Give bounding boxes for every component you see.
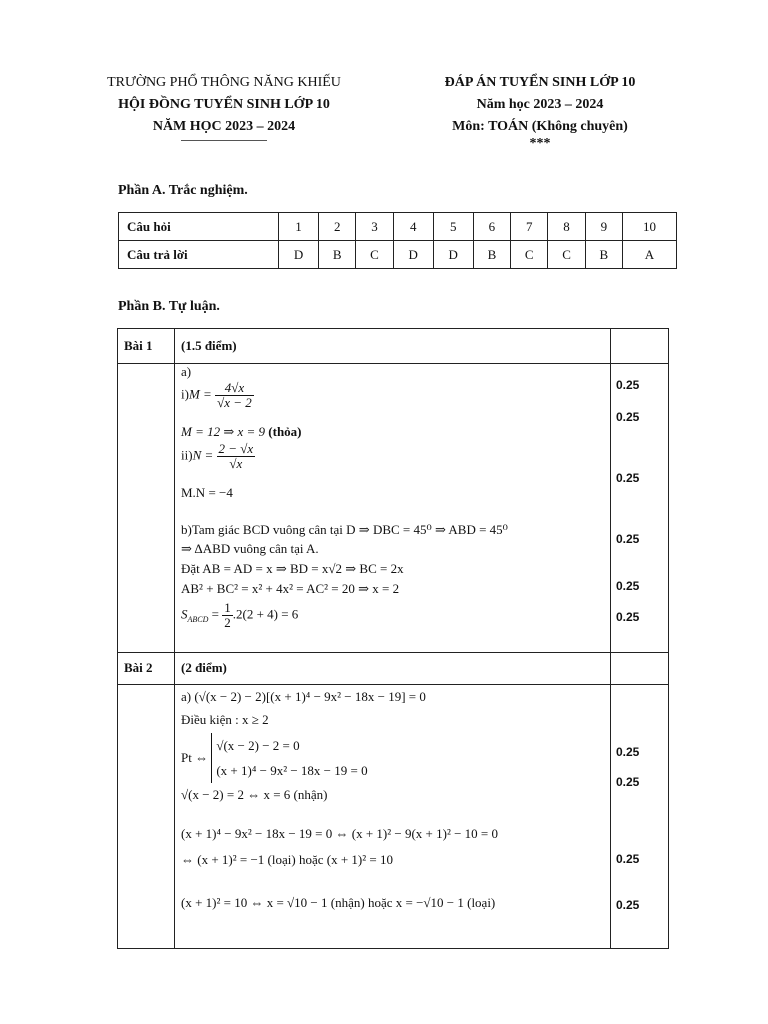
- part-b-title: Phần B. Tự luận.: [118, 299, 220, 314]
- question-cell: 1: [279, 213, 319, 241]
- question-cell: 8: [548, 213, 585, 241]
- bai2-equation-3: ⇔ (x + 1)² = −1 (loại) hoặc (x + 1)² = 10: [181, 852, 393, 867]
- answer-cell: C: [511, 241, 548, 269]
- council-name: HỘI ĐỒNG TUYỂN SINH LỚP 10: [118, 97, 330, 112]
- bai2-solution-1: √(x − 2) = 2 ⇔ x = 6 (nhận): [181, 787, 328, 802]
- m-note: (thỏa): [268, 424, 302, 439]
- bai1-mn-result: M.N = −4: [181, 485, 233, 500]
- doc-title: ĐÁP ÁN TUYỂN SINH LỚP 10: [444, 75, 636, 90]
- answer-cell: C: [356, 241, 393, 269]
- answer-cell: D: [393, 241, 433, 269]
- table-row-questions: [119, 213, 677, 241]
- s-rhs: .2(2 + 4) = 6: [232, 606, 299, 622]
- bai2-equation: a) (√(x − 2) − 2)[(x + 1)⁴ − 9x² − 18x − 19] = 0: [181, 689, 426, 704]
- answer-cell: B: [473, 241, 510, 269]
- m-denominator: √x − 2: [217, 395, 252, 410]
- bai2-system: [181, 733, 368, 783]
- bai1-score: (1.5 điểm): [181, 338, 237, 353]
- n-denominator: √x: [229, 456, 243, 471]
- header-right: [410, 72, 670, 150]
- score-point: 0.25: [616, 852, 640, 866]
- n-fraction: [217, 442, 256, 471]
- essay-table: [117, 328, 669, 949]
- header-left: [84, 72, 364, 141]
- score-point: 0.25: [616, 471, 640, 485]
- stars-separator: ***: [529, 136, 551, 151]
- bai2-condition: Điều kiện : x ≥ 2: [181, 712, 269, 727]
- bai1-label: Bài 1: [124, 338, 153, 353]
- answer-cell: B: [585, 241, 622, 269]
- answer-cell: C: [548, 241, 585, 269]
- bai1-b-line1: b)Tam giác BCD vuông cân tại D ⇒ DBC = 45⁰ ⇒ ABD = 45⁰: [181, 522, 508, 537]
- question-cell: 6: [473, 213, 510, 241]
- score-point: 0.25: [616, 579, 640, 593]
- s-eq: =: [208, 606, 223, 622]
- part-a-title: Phần A. Trắc nghiệm.: [118, 183, 248, 198]
- question-cell: 5: [433, 213, 473, 241]
- question-label: Câu hỏi: [119, 213, 279, 241]
- score-point: 0.25: [616, 745, 640, 759]
- m-lhs: M =: [188, 386, 212, 402]
- pt-case-1: √(x − 2) − 2 = 0: [216, 738, 300, 753]
- n-numerator: 2 − √x: [218, 441, 254, 456]
- bai1-area-formula: [181, 601, 298, 630]
- multiple-choice-table: [118, 212, 677, 269]
- s-fraction: [222, 601, 233, 630]
- i-prefix: i): [181, 386, 189, 402]
- pt-case-2: (x + 1)⁴ − 9x² − 18x − 19 = 0: [216, 763, 368, 778]
- m-numerator: 4√x: [215, 381, 254, 396]
- bai1-a-label: a): [181, 364, 192, 379]
- column-divider: [610, 329, 611, 948]
- answer-cell: B: [319, 241, 356, 269]
- column-divider: [174, 329, 175, 948]
- question-cell: 9: [585, 213, 622, 241]
- m-result: M = 12 ⇒ x = 9: [181, 424, 266, 439]
- school-year-right: Năm học 2023 – 2024: [476, 97, 604, 112]
- row-divider: [118, 652, 668, 653]
- bai1-b-line2: ⇒ ΔABD vuông cân tại A.: [181, 541, 319, 556]
- s-lhs: S: [181, 606, 188, 622]
- n-lhs: N =: [192, 447, 214, 463]
- question-cell: 4: [393, 213, 433, 241]
- score-point: 0.25: [616, 610, 640, 624]
- row-divider: [118, 363, 668, 364]
- bai1-b-line3: Đặt AB = AD = x ⇒ BD = x√2 ⇒ BC = 2x: [181, 561, 404, 576]
- answer-cell: A: [622, 241, 676, 269]
- question-cell: 7: [511, 213, 548, 241]
- subject: Môn: TOÁN (Không chuyên): [452, 119, 628, 134]
- question-cell: 2: [319, 213, 356, 241]
- ii-prefix: ii): [181, 447, 193, 463]
- row-divider: [118, 684, 668, 685]
- bai1-b-line4: AB² + BC² = x² + 4x² = AC² = 20 ⇒ x = 2: [181, 581, 400, 596]
- answer-cell: D: [433, 241, 473, 269]
- answer-cell: D: [279, 241, 319, 269]
- school-year-left: NĂM HỌC 2023 – 2024: [152, 119, 296, 134]
- s-sub: ABCD: [187, 615, 209, 625]
- table-row-answers: [119, 241, 677, 269]
- score-point: 0.25: [616, 410, 640, 424]
- bai1-m-formula: [181, 381, 254, 410]
- answer-label: Câu trả lời: [119, 241, 279, 269]
- bai1-n-formula: [181, 442, 255, 471]
- school-name: TRƯỜNG PHỔ THÔNG NĂNG KHIẾU: [107, 75, 341, 90]
- bai2-label: Bài 2: [124, 660, 153, 675]
- score-point: 0.25: [616, 775, 640, 789]
- bai2-equation-4: (x + 1)² = 10 ⇔ x = √10 − 1 (nhận) hoặc x = −√10 − 1 (loại): [181, 895, 496, 910]
- bai2-equation-2: (x + 1)⁴ − 9x² − 18x − 19 = 0 ⇔ (x + 1)² − 9(x + 1)² − 10 = 0: [181, 826, 499, 841]
- score-point: 0.25: [616, 532, 640, 546]
- question-cell: 10: [622, 213, 676, 241]
- pt-prefix: Pt ⇔: [181, 750, 209, 765]
- question-cell: 3: [356, 213, 393, 241]
- s-denominator: 2: [224, 615, 231, 630]
- score-point: 0.25: [616, 378, 640, 392]
- m-fraction: [215, 381, 254, 410]
- s-numerator: 1: [224, 600, 231, 615]
- pt-cases: [211, 733, 367, 783]
- bai1-m-result: [181, 424, 302, 440]
- score-point: 0.25: [616, 898, 640, 912]
- header-divider: [181, 140, 267, 141]
- bai2-score: (2 điểm): [181, 660, 227, 675]
